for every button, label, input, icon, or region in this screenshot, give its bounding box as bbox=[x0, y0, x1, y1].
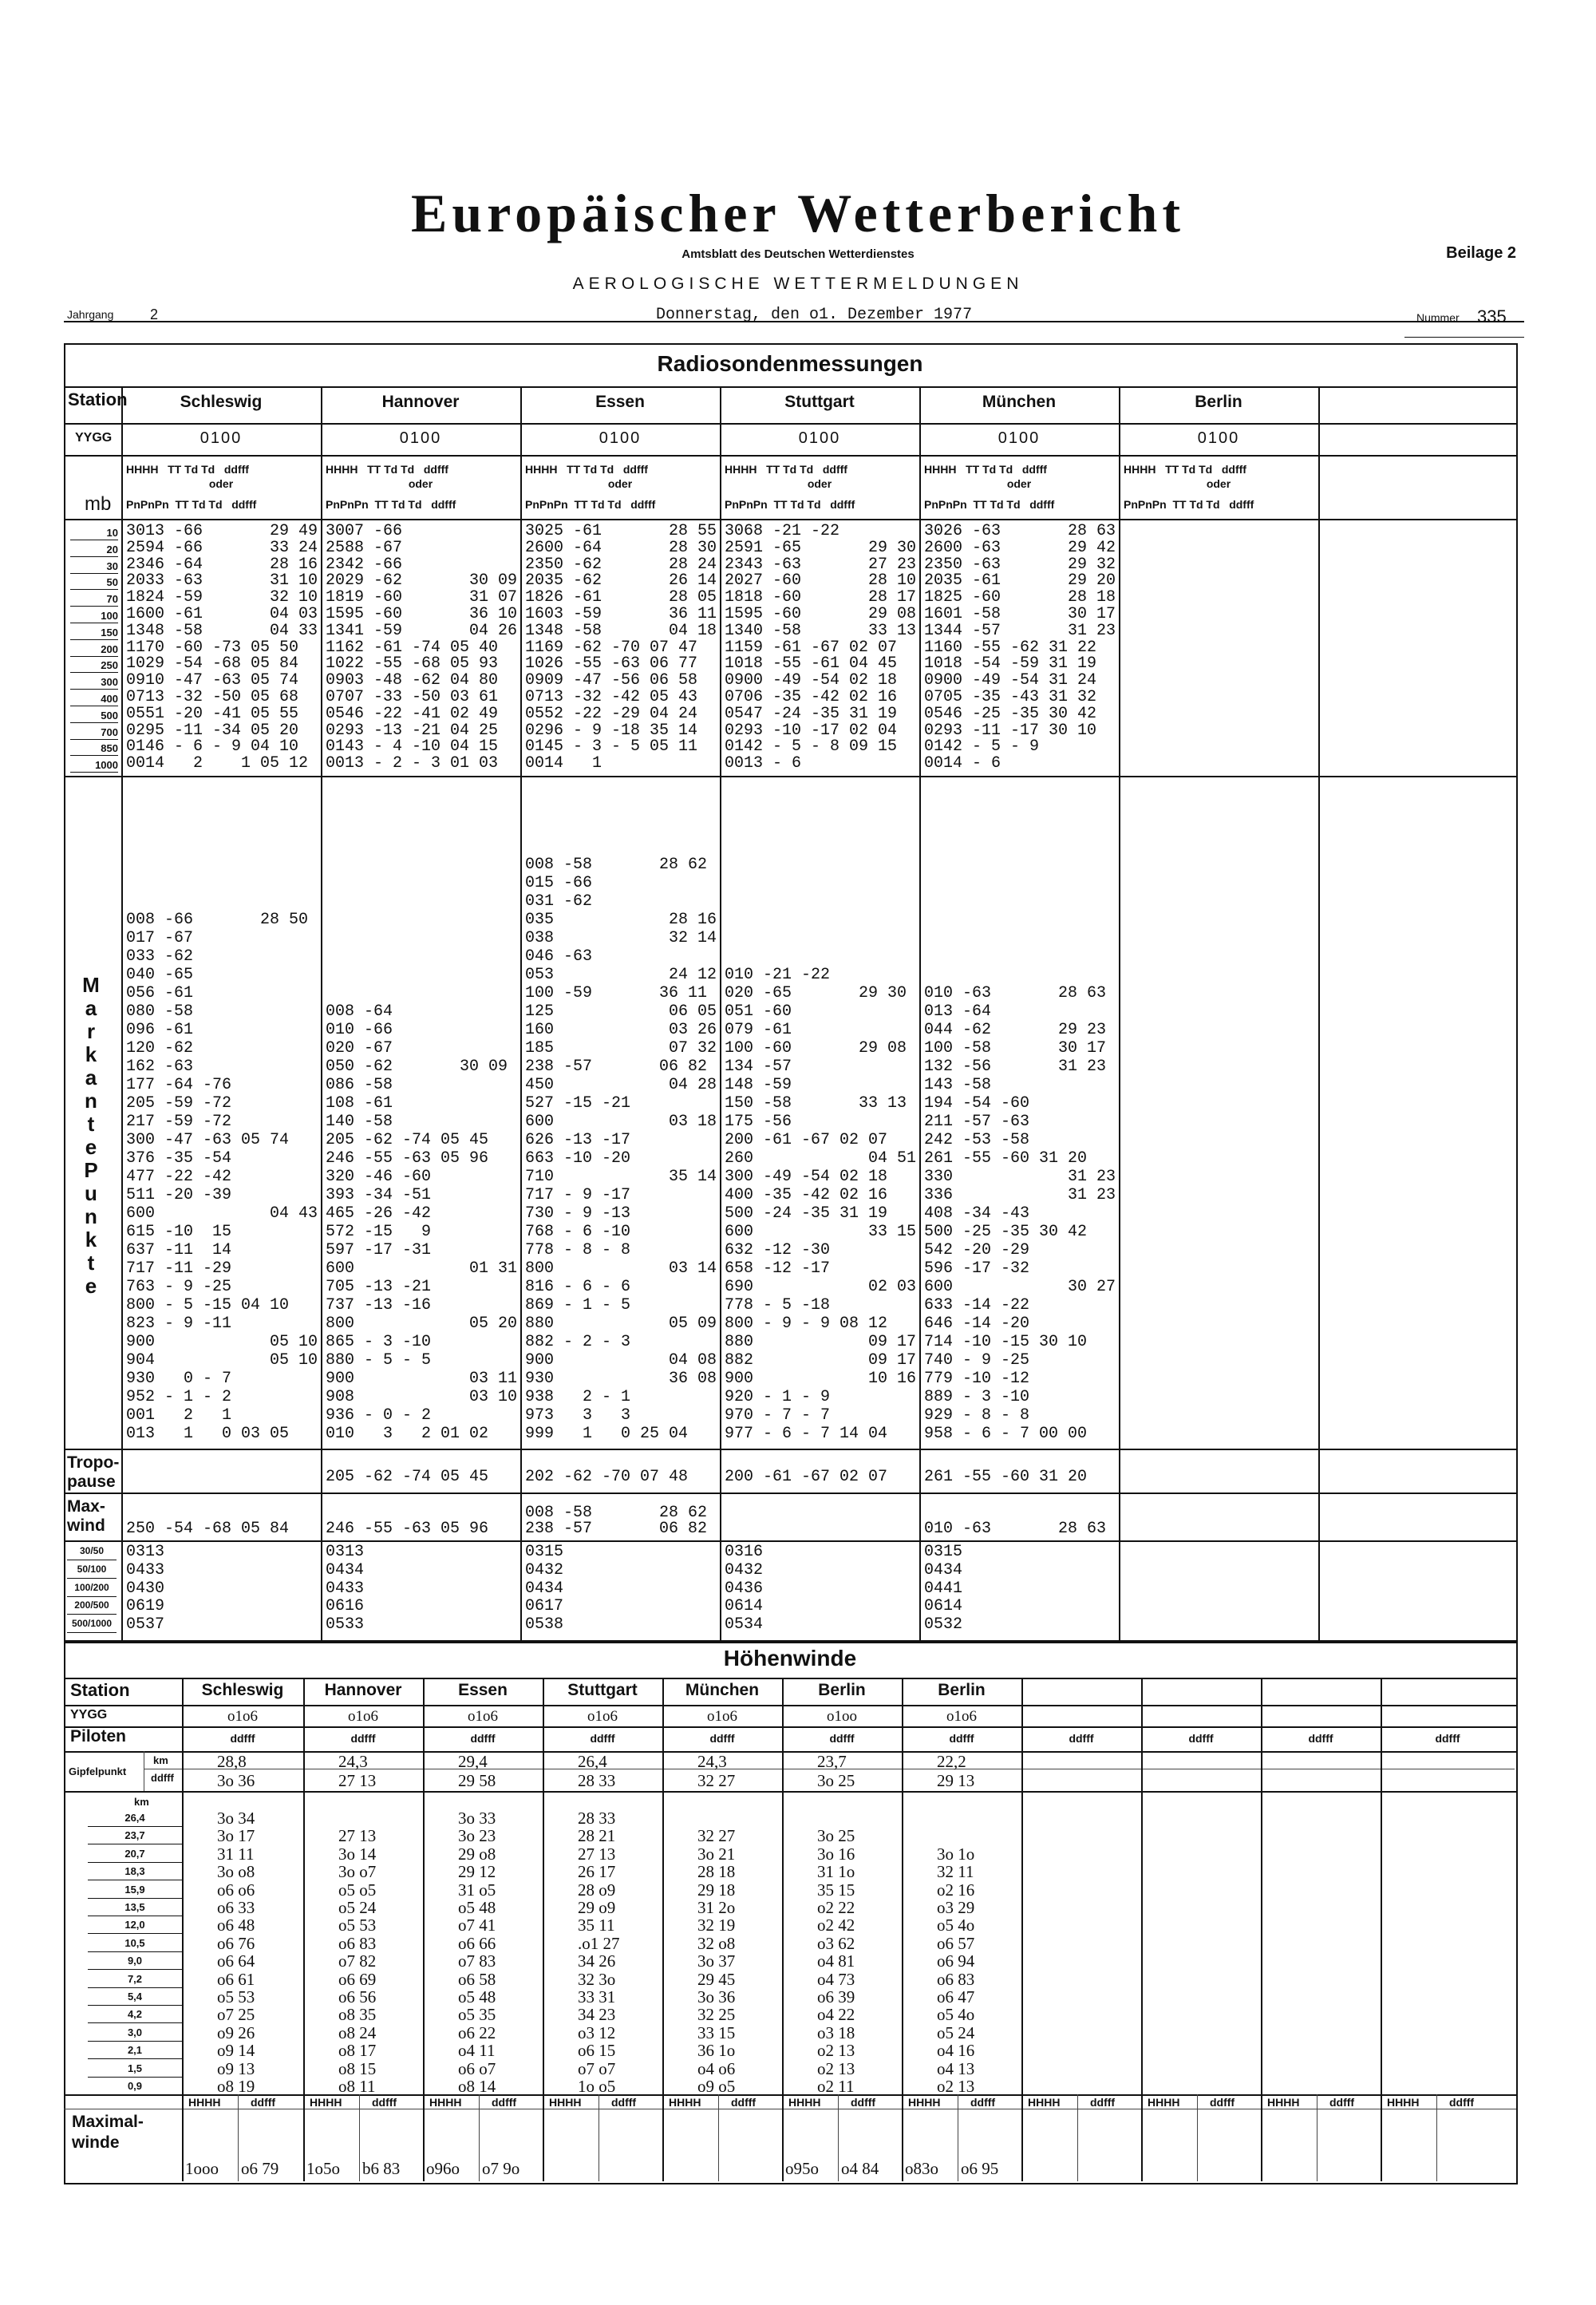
column-header-oder: oder bbox=[408, 477, 433, 490]
tropopause-label: Tropo- pause bbox=[67, 1453, 120, 1491]
rule bbox=[1021, 1678, 1023, 2181]
column-header: HHHH TT Td Td ddfff bbox=[924, 463, 1047, 476]
max-hhhh-value: o96o bbox=[426, 2159, 460, 2178]
piloten-ddfff: ddfff bbox=[1188, 1732, 1214, 1745]
rule bbox=[121, 386, 123, 1640]
tropopause-value: 205 -62 -74 05 45 bbox=[326, 1468, 489, 1486]
rule bbox=[64, 519, 1516, 520]
rule bbox=[321, 386, 322, 1640]
max-ddfff-value: b6 83 bbox=[362, 2159, 401, 2178]
column-header: PnPnPn TT Td Td ddfff bbox=[924, 498, 1055, 511]
rule bbox=[64, 1493, 1516, 1494]
gipfel-ddfff-value: 29 13 bbox=[937, 1771, 975, 1790]
rule bbox=[1436, 2094, 1437, 2181]
piloten-ddfff: ddfff bbox=[1308, 1732, 1333, 1745]
hw-station-name: Essen bbox=[458, 1681, 508, 1699]
max-hhhh-value: 1o5o bbox=[306, 2159, 340, 2178]
gipfel-ddfff-label: ddfff bbox=[151, 1772, 174, 1784]
km-level: 26,4 bbox=[88, 1809, 182, 1827]
nummer-value: 335 bbox=[1477, 306, 1507, 326]
km-label: km bbox=[134, 1796, 149, 1808]
hhhh-header: HHHH bbox=[549, 2096, 582, 2109]
wind-values: 32 27 3o 21 28 18 29 18 31 2o 32 19 32 o8 3o 37 29 45 3o 36 32 25 33 15 36 1o o4 o6 o9 o5 bbox=[697, 1826, 736, 2097]
hoehenwinde-title: Höhenwinde bbox=[723, 1646, 857, 1670]
km-level: 23,7 bbox=[88, 1827, 182, 1844]
station-name: München bbox=[982, 393, 1057, 411]
tropopause-value: 261 -55 -60 31 20 bbox=[924, 1468, 1088, 1486]
hw-station-name: Berlin bbox=[938, 1681, 986, 1699]
km-level: 15,9 bbox=[88, 1881, 182, 1899]
rule bbox=[598, 2094, 599, 2181]
km-level: 20,7 bbox=[88, 1845, 182, 1863]
rule bbox=[64, 1726, 1516, 1728]
piloten-ddfff: ddfff bbox=[590, 1732, 615, 1745]
hw-station-name: Berlin bbox=[818, 1681, 866, 1699]
tropopause-value: 202 -62 -70 07 48 bbox=[525, 1468, 689, 1486]
column-header-oder: oder bbox=[1206, 477, 1231, 490]
rule bbox=[64, 1791, 1516, 1793]
mb-level: 100 bbox=[70, 610, 118, 623]
wind-values: 3o 34 3o 17 31 11 3o o8 o6 o6 o6 33 o6 48 o6 76 o6 64 o6 61 o5 53 o7 25 o9 26 o9 14 o9 13 o8 19 bbox=[217, 1809, 255, 2097]
max-hhhh-value: 1ooo bbox=[185, 2159, 219, 2178]
rule bbox=[662, 1678, 664, 2181]
gipfel-km-value: 24,3 bbox=[697, 1752, 727, 1771]
column-header: HHHH TT Td Td ddfff bbox=[725, 463, 847, 476]
gipfel-ddfff-value: 27 13 bbox=[338, 1771, 377, 1790]
standard-levels: 3013 -66 29 49 2594 -66 33 24 2346 -64 28 16 2033 -63 31 10 1824 -59 32 10 1600 -61 04 03 1348 -58 04 33 1170 -60 -73 05 50 1029 -54 -68 05 84 0910 -47 -63 05 74 0713 -32 -50 05 68 0551 -20 -41 05 55 0295 -11 -34 05 20 0146 - 6 - 9 04 10 0014 2 1 05 12 bbox=[126, 522, 318, 773]
mb-level: 150 bbox=[70, 627, 118, 640]
jahrgang-value: 2 bbox=[150, 306, 159, 322]
wind-values: 28 33 28 21 27 13 26 17 28 o9 29 o9 35 11 .o1 27 34 26 32 3o 33 31 34 23 o3 12 o6 15 o7 o7 1o o5 bbox=[578, 1809, 620, 2097]
maxwind-value: 250 -54 -68 05 84 bbox=[126, 1520, 290, 1538]
hw-station-name: Schleswig bbox=[201, 1681, 284, 1699]
rule bbox=[718, 2094, 719, 2181]
max-ddfff-value: o6 95 bbox=[961, 2159, 999, 2178]
mb-level: 500 bbox=[70, 710, 118, 723]
rule bbox=[359, 2094, 360, 2181]
rule bbox=[1381, 1678, 1382, 2181]
radiosonde-title: Radiosondenmessungen bbox=[657, 351, 923, 376]
mb-level: 20 bbox=[70, 544, 118, 557]
ddfff-header: ddfff bbox=[611, 2096, 637, 2109]
station-name: Stuttgart bbox=[784, 393, 855, 411]
ddfff-header: ddfff bbox=[251, 2096, 276, 2109]
rule bbox=[64, 1678, 1516, 1679]
column-header: HHHH TT Td Td ddfff bbox=[1124, 463, 1246, 476]
hw-yygg-value: o1o6 bbox=[348, 1708, 378, 1725]
piloten-ddfff: ddfff bbox=[350, 1732, 376, 1745]
yygg-value: 0100 bbox=[598, 429, 642, 447]
piloten-ddfff: ddfff bbox=[1435, 1732, 1460, 1745]
beilage: Beilage 2 bbox=[1446, 244, 1516, 262]
hw-yygg-value: o1oo bbox=[827, 1708, 857, 1725]
maxwind-label: Max- wind bbox=[67, 1497, 105, 1535]
piloten-ddfff: ddfff bbox=[230, 1732, 255, 1745]
maxwind-value: 008 -58 28 62 238 -57 06 82 bbox=[525, 1504, 708, 1538]
rule bbox=[1077, 2094, 1078, 2181]
rule bbox=[64, 455, 1516, 457]
standard-levels: 3025 -61 28 55 2600 -64 28 30 2350 -62 28 24 2035 -62 26 14 1826 -61 28 05 1603 -59 36 11 1348 -58 04 18 1169 -62 -70 07 47 1026 -55 -63 06 77 0909 -47 -56 06 58 0713 -32 -42 05 43 0552 -22 -29 04 24 0296 - 9 -18 35 14 0145 - 3 - 5 05 11 0014 1 bbox=[525, 522, 717, 773]
mb-level: 50 bbox=[70, 576, 118, 590]
station-name: Essen bbox=[595, 393, 645, 411]
gipfel-km-value: 28,8 bbox=[217, 1752, 247, 1771]
rule bbox=[1141, 1678, 1143, 2181]
hhhh-header: HHHH bbox=[1028, 2096, 1061, 2109]
km-level: 13,5 bbox=[88, 1899, 182, 1916]
rule bbox=[64, 386, 1516, 388]
rule bbox=[238, 2094, 239, 2181]
gipfel-km-value: 24,3 bbox=[338, 1752, 368, 1771]
gipfel-ddfff-value: 29 58 bbox=[458, 1771, 496, 1790]
mb-label: mb bbox=[85, 493, 112, 515]
km-level: 1,5 bbox=[88, 2060, 182, 2078]
mb-level: 200 bbox=[70, 643, 118, 657]
wind-values: 3o 33 3o 23 29 o8 29 12 31 o5 o5 48 o7 41 o6 66 o7 83 o6 58 o5 48 o5 35 o6 22 o4 11 o6 o7 o8 14 bbox=[458, 1809, 496, 2097]
hhhh-header: HHHH bbox=[788, 2096, 821, 2109]
nummer-label: Nummer bbox=[1416, 311, 1460, 324]
rule bbox=[423, 1678, 425, 2181]
wind-layer-label: 30/50 bbox=[67, 1542, 117, 1560]
rule bbox=[64, 776, 1516, 777]
hw-yygg-value: o1o6 bbox=[946, 1708, 977, 1725]
mb-level: 70 bbox=[70, 593, 118, 607]
column-header-oder: oder bbox=[807, 477, 832, 490]
station-name: Schleswig bbox=[180, 393, 263, 411]
yygg-value: 0100 bbox=[200, 429, 243, 447]
hhhh-header: HHHH bbox=[908, 2096, 941, 2109]
hw-yygg-label: YYGG bbox=[70, 1708, 108, 1722]
station-name: Berlin bbox=[1195, 393, 1242, 411]
wind-layer-values: 0313 0434 0433 0616 0533 bbox=[326, 1543, 365, 1635]
mb-level: 250 bbox=[70, 659, 118, 673]
piloten-ddfff: ddfff bbox=[709, 1732, 735, 1745]
column-header-oder: oder bbox=[208, 477, 234, 490]
hhhh-header: HHHH bbox=[310, 2096, 342, 2109]
rule bbox=[520, 386, 522, 1640]
km-level: 0,9 bbox=[88, 2078, 182, 2095]
hhhh-header: HHHH bbox=[669, 2096, 701, 2109]
rule bbox=[1318, 386, 1320, 1640]
mb-level: 400 bbox=[70, 693, 118, 706]
rule bbox=[1261, 1678, 1262, 2181]
gipfel-km-value: 23,7 bbox=[817, 1752, 847, 1771]
hw-yygg-value: o1o6 bbox=[227, 1708, 258, 1725]
maximalwinde-label: Maximal- winde bbox=[72, 2113, 144, 2152]
max-hhhh-value: o95o bbox=[785, 2159, 819, 2178]
gipfelpunkt-label: Gipfelpunkt bbox=[69, 1765, 127, 1777]
wind-layer-label: 100/200 bbox=[67, 1579, 117, 1597]
section-title: AEROLOGISCHE WETTERMELDUNGEN bbox=[572, 275, 1024, 293]
ddfff-header: ddfff bbox=[372, 2096, 397, 2109]
km-level: 4,2 bbox=[88, 2006, 182, 2023]
gipfel-ddfff-value: 3o 25 bbox=[817, 1771, 855, 1790]
wind-values: 27 13 3o 14 3o o7 o5 o5 o5 24 o5 53 o6 83 o7 82 o6 69 o6 56 o8 35 o8 24 o8 17 o8 15 o8 11 bbox=[338, 1826, 377, 2097]
hhhh-header: HHHH bbox=[1148, 2096, 1180, 2109]
ddfff-header: ddfff bbox=[1449, 2096, 1475, 2109]
km-level: 5,4 bbox=[88, 1988, 182, 2006]
rule bbox=[1119, 386, 1120, 1640]
rule bbox=[838, 2094, 839, 2181]
rule bbox=[782, 1678, 784, 2181]
mb-level: 1000 bbox=[70, 759, 118, 773]
tropopause-value: 200 -61 -67 02 07 bbox=[725, 1468, 888, 1486]
gipfel-km-value: 29,4 bbox=[458, 1752, 488, 1771]
rule bbox=[64, 1705, 1516, 1706]
wind-values: 3o 1o 32 11 o2 16 o3 29 o5 4o o6 57 o6 94 o6 83 o6 47 o5 4o o5 24 o4 16 o4 13 o2 13 bbox=[937, 1844, 975, 2097]
rule bbox=[64, 1449, 1516, 1450]
gipfel-km-value: 22,2 bbox=[937, 1752, 966, 1771]
wind-layer-label: 500/1000 bbox=[67, 1615, 117, 1633]
piloten-ddfff: ddfff bbox=[470, 1732, 496, 1745]
piloten-ddfff: ddfff bbox=[829, 1732, 855, 1745]
column-header: HHHH TT Td Td ddfff bbox=[525, 463, 648, 476]
hw-station-name: Hannover bbox=[324, 1681, 402, 1699]
significant-points: 008 -66 28 50 017 -67 033 -62 040 -65 056 -61 080 -58 096 -61 120 -62 162 -63 177 -64 -76 205 -59 -72 217 -59 -72 300 -47 -63 05 74 376 -35 -54 477 -22 -42 511 -20 -39 600 04 43 615 -10 15 637 -11 14 717 -11 -29 763 - 9 -25 800 - 5 -15 04 10 823 - 9 -11 900 05 10 904 05 10 930 0 - 7 952 - 1 - 2 001 2 1 013 1 0 03 05 bbox=[126, 911, 318, 1443]
ddfff-header: ddfff bbox=[492, 2096, 517, 2109]
mb-level: 10 bbox=[70, 527, 118, 540]
subtitle: Amtsblatt des Deutschen Wetterdienstes bbox=[681, 247, 915, 261]
km-level: 10,5 bbox=[88, 1935, 182, 1952]
rule bbox=[182, 1678, 184, 2181]
rule bbox=[543, 1678, 544, 2181]
column-header: PnPnPn TT Td Td ddfff bbox=[326, 498, 456, 511]
wind-layer-values: 0313 0433 0430 0619 0537 bbox=[126, 1543, 165, 1635]
max-ddfff-value: o4 84 bbox=[841, 2159, 879, 2178]
wind-layer-values: 0315 0434 0441 0614 0532 bbox=[924, 1543, 963, 1635]
km-level: 18,3 bbox=[88, 1863, 182, 1880]
wind-layer-label: 200/500 bbox=[67, 1596, 117, 1615]
ddfff-header: ddfff bbox=[851, 2096, 876, 2109]
rule bbox=[64, 1751, 1516, 1753]
km-level: 3,0 bbox=[88, 2024, 182, 2042]
gipfel-ddfff-value: 3o 36 bbox=[217, 1771, 255, 1790]
ddfff-header: ddfff bbox=[731, 2096, 757, 2109]
ddfff-header: ddfff bbox=[1329, 2096, 1355, 2109]
hw-yygg-value: o1o6 bbox=[587, 1708, 618, 1725]
max-ddfff-value: o6 79 bbox=[241, 2159, 279, 2178]
rule bbox=[64, 423, 1516, 425]
gipfel-km-value: 26,4 bbox=[578, 1752, 607, 1771]
standard-levels: 3026 -63 28 63 2600 -63 29 42 2350 -63 29 32 2035 -61 29 20 1825 -60 28 18 1601 -58 30 17 1344 -57 31 23 1160 -55 -62 31 22 1018 -54 -59 31 19 0900 -49 -54 31 24 0705 -35 -43 31 32 0546 -25 -35 30 42 0293 -11 -17 30 10 0142 - 5 - 9 0014 - 6 bbox=[924, 522, 1116, 773]
markante-punkte-label: M a r k a n t e P u n k t e bbox=[82, 973, 100, 1298]
yygg-value: 0100 bbox=[798, 429, 841, 447]
maxwind-value: 010 -63 28 63 bbox=[924, 1520, 1107, 1538]
max-ddfff-value: o7 9o bbox=[482, 2159, 520, 2178]
yygg-label: YYGG bbox=[75, 431, 113, 445]
hhhh-header: HHHH bbox=[188, 2096, 221, 2109]
column-header: HHHH TT Td Td ddfff bbox=[326, 463, 448, 476]
column-header-oder: oder bbox=[607, 477, 633, 490]
piloten-ddfff: ddfff bbox=[1069, 1732, 1094, 1745]
rule bbox=[919, 386, 921, 1640]
hw-station-label: Station bbox=[70, 1680, 130, 1700]
hw-station-name: Stuttgart bbox=[567, 1681, 638, 1699]
gipfel-ddfff-value: 28 33 bbox=[578, 1771, 616, 1790]
ddfff-header: ddfff bbox=[970, 2096, 996, 2109]
standard-levels: 3007 -66 2588 -67 2342 -66 2029 -62 30 09 1819 -60 31 07 1595 -60 36 10 1341 -59 04 26 1162 -61 -74 05 40 1022 -55 -68 05 93 0903 -48 -62 04 80 0707 -33 -50 03 61 0546 -22 -41 02 49 0293 -13 -21 04 25 0143 - 4 -10 04 15 0013 - 2 - 3 01 03 bbox=[326, 522, 518, 773]
max-hhhh-value: o83o bbox=[905, 2159, 938, 2178]
hhhh-header: HHHH bbox=[1267, 2096, 1300, 2109]
issue-date: Donnerstag, den o1. Dezember 1977 bbox=[656, 306, 973, 324]
hhhh-header: HHHH bbox=[429, 2096, 462, 2109]
wind-layer-label: 50/100 bbox=[67, 1560, 117, 1579]
piloten-ddfff: ddfff bbox=[949, 1732, 974, 1745]
hw-station-name: München bbox=[685, 1681, 760, 1699]
standard-levels: 3068 -21 -22 2591 -65 29 30 2343 -63 27 23 2027 -60 28 10 1818 -60 28 17 1595 -60 29 08 1340 -58 33 13 1159 -61 -67 02 07 1018 -55 -61 04 45 0900 -49 -54 02 18 0706 -35 -42 02 16 0547 -24 -35 31 19 0293 -10 -17 02 04 0142 - 5 - 8 09 15 0013 - 6 bbox=[725, 522, 917, 773]
mb-level: 300 bbox=[70, 676, 118, 690]
km-level: 7,2 bbox=[88, 1971, 182, 1988]
significant-points: 010 -63 28 63 013 -64 044 -62 29 23 100 -58 30 17 132 -56 31 23 143 -58 194 -54 -60 211 -57 -63 242 -53 -58 261 -55 -60 31 20 330 31 23 336 31 23 408 -34 -43 500 -25 -35 30 42 542 -20 -29 596 -17 -32 600 30 27 633 -14 -22 646 -14 -20 714 -10 -15 30 10 740 - 9 -25 779 -10 -12 889 - 3 -10 929 - 8 - 8 958 - 6 - 7 00 00 bbox=[924, 984, 1116, 1443]
column-header: PnPnPn TT Td Td ddfff bbox=[1124, 498, 1254, 511]
hw-yygg-value: o1o6 bbox=[707, 1708, 737, 1725]
rule bbox=[303, 1678, 305, 2181]
hw-yygg-value: o1o6 bbox=[468, 1708, 498, 1725]
gipfel-km-label: km bbox=[153, 1754, 168, 1766]
yygg-value: 0100 bbox=[399, 429, 442, 447]
station-name: Hannover bbox=[381, 393, 460, 411]
jahrgang-label: Jahrgang bbox=[67, 308, 114, 321]
km-level: 12,0 bbox=[88, 1916, 182, 1934]
km-level: 9,0 bbox=[88, 1952, 182, 1970]
column-header: PnPnPn TT Td Td ddfff bbox=[725, 498, 855, 511]
hw-piloten-label: Piloten bbox=[70, 1727, 127, 1746]
rule bbox=[479, 2094, 480, 2181]
yygg-value: 0100 bbox=[1197, 429, 1240, 447]
rule bbox=[902, 1678, 903, 2181]
rule bbox=[720, 386, 721, 1640]
significant-points: 008 -64 010 -66 020 -67 050 -62 30 09 086 -58 108 -61 140 -58 205 -62 -74 05 45 246 -55 -63 05 96 320 -46 -60 393 -34 -51 465 -26 -42 572 -15 9 597 -17 -31 600 01 31 705 -13 -21 737 -13 -16 800 05 20 865 - 3 -10 880 - 5 - 5 900 03 11 908 03 10 936 - 0 - 2 010 3 2 01 02 bbox=[326, 1002, 518, 1443]
significant-points: 010 -21 -22 020 -65 29 30 051 -60 079 -61 100 -60 29 08 134 -57 148 -59 150 -58 33 13 175 -56 200 -61 -67 02 07 260 04 51 300 -49 -54 02 18 400 -35 -42 02 16 500 -24 -35 31 19 600 33 15 632 -12 -30 658 -12 -17 690 02 03 778 - 5 -18 800 - 9 - 9 08 12 880 09 17 882 09 17 900 10 16 920 - 1 - 9 970 - 7 - 7 977 - 6 - 7 14 04 bbox=[725, 966, 917, 1443]
mb-level: 30 bbox=[70, 560, 118, 574]
significant-points: 008 -58 28 62 015 -66 031 -62 035 28 16 038 32 14 046 -63 053 24 12 100 -59 36 11 125 06 05 160 03 26 185 07 32 238 -57 06 82 450 04 28 527 -15 -21 600 03 18 626 -13 -17 663 -10 -20 710 35 14 717 - 9 -17 730 - 9 -13 768 - 6 -10 778 - 8 - 8 800 03 14 816 - 6 - 6 869 - 1 - 5 880 05 09 882 - 2 - 3 900 04 08 930 36 08 938 2 - 1 973 3 3 999 1 0 25 04 bbox=[525, 856, 717, 1443]
ddfff-header: ddfff bbox=[1210, 2096, 1235, 2109]
ddfff-header: ddfff bbox=[1090, 2096, 1116, 2109]
km-level: 2,1 bbox=[88, 2042, 182, 2059]
wind-layer-values: 0315 0432 0434 0617 0538 bbox=[525, 1543, 564, 1635]
column-header: PnPnPn TT Td Td ddfff bbox=[126, 498, 257, 511]
page-title: Europäischer Wetterbericht bbox=[410, 183, 1185, 243]
yygg-value: 0100 bbox=[998, 429, 1041, 447]
hhhh-header: HHHH bbox=[1387, 2096, 1420, 2109]
station-label: Station bbox=[68, 389, 128, 409]
mb-level: 850 bbox=[70, 742, 118, 756]
wind-layer-values: 0316 0432 0436 0614 0534 bbox=[725, 1543, 764, 1635]
column-header: HHHH TT Td Td ddfff bbox=[126, 463, 249, 476]
mb-level: 700 bbox=[70, 726, 118, 740]
column-header-oder: oder bbox=[1006, 477, 1032, 490]
column-header: PnPnPn TT Td Td ddfff bbox=[525, 498, 656, 511]
gipfel-ddfff-value: 32 27 bbox=[697, 1771, 736, 1790]
rule bbox=[1197, 2094, 1198, 2181]
rule bbox=[64, 1540, 1516, 1542]
maxwind-value: 246 -55 -63 05 96 bbox=[326, 1520, 489, 1538]
wind-values: 3o 25 3o 16 31 1o 35 15 o2 22 o2 42 o3 62 o4 81 o4 73 o6 39 o4 22 o3 18 o2 13 o2 13 o2 11 bbox=[817, 1826, 855, 2097]
